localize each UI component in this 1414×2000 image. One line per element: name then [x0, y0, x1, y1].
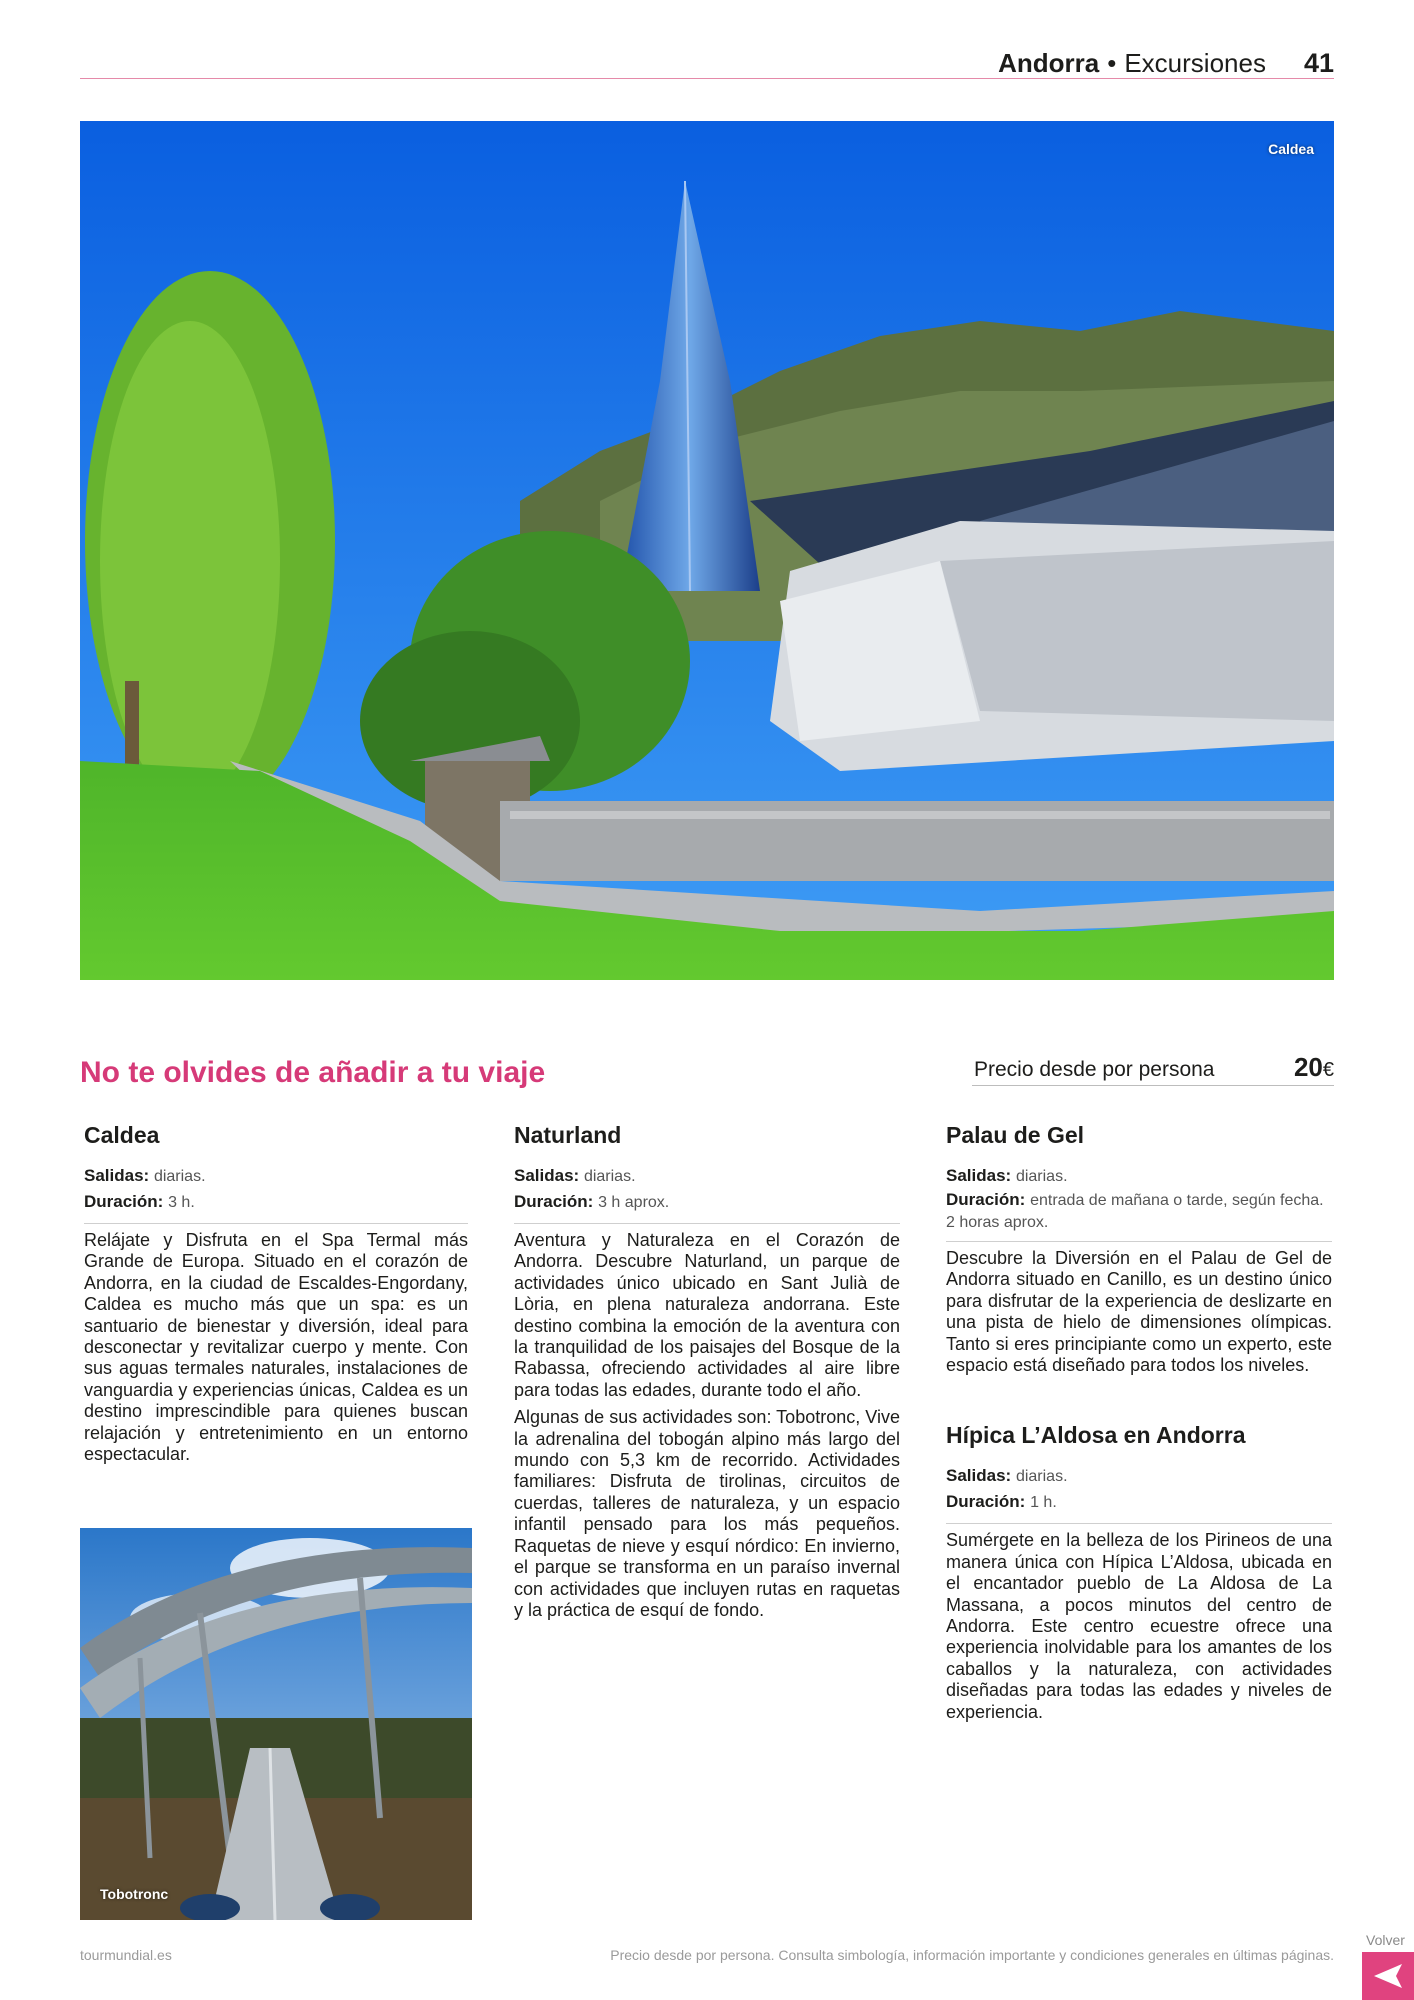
excursion-salidas: [946, 1463, 1332, 1489]
divider: [946, 1523, 1332, 1524]
header-section: Excursiones: [1124, 48, 1266, 78]
excursion-hipica: [946, 1422, 1332, 1723]
excursion-title: Caldea: [84, 1122, 160, 1148]
excursion-column-right: [946, 1122, 1332, 1723]
salidas-label: Salidas:: [946, 1466, 1012, 1486]
landscape-photo-icon: [80, 121, 1334, 980]
excursion-title: Hípica L’Aldosa en Andorra: [946, 1422, 1246, 1449]
divider: [514, 1223, 900, 1224]
excursion-title: Palau de Gel: [946, 1122, 1085, 1148]
excursion-caldea: [84, 1122, 468, 1465]
back-button[interactable]: [1362, 1952, 1414, 2000]
salidas-value: diarias.: [153, 1168, 206, 1185]
duracion-value: 3 h.: [168, 1194, 195, 1211]
duracion-label: Duración:: [514, 1192, 594, 1211]
hero-photo: [80, 121, 1334, 980]
header-divider: [80, 78, 1334, 79]
promo-title: No te olvides de añadir a tu viaje: [80, 1056, 546, 1089]
price-box: [972, 1052, 1334, 1086]
duracion-label: Duración:: [946, 1492, 1026, 1512]
excursion-duracion: [946, 1189, 1332, 1233]
salidas-value: diarias.: [583, 1168, 636, 1185]
page-header: [80, 44, 1334, 80]
excursion-salidas: [946, 1163, 1332, 1189]
excursion-description: Aventura y Naturaleza en el Corazón de Andorra. Descubre Naturland, un parque de actividades único ubicado en Sant Julià de Lòria, en plena naturaleza andorrana. Este destino combina la emoción de la aventura con la tranquilidad de los paisajes del Bosque de la Rabassa, ofreciendo actividades al aire libre para todas las edades, durante todo el año.: [514, 1230, 900, 1400]
excursion-duracion: [84, 1189, 468, 1215]
salidas-label: Salidas:: [84, 1166, 150, 1185]
salidas-value: diarias.: [1015, 1168, 1068, 1185]
duracion-value: 1 h.: [1030, 1494, 1057, 1512]
footer-disclaimer: Precio desde por persona. Consulta simbología, información importante y condiciones generales en últimas páginas.: [610, 1947, 1334, 1963]
excursion-salidas: [514, 1163, 900, 1189]
excursion-description: Descubre la Diversión en el Palau de Gel de Andorra situado en Canillo, es un destino único para disfrutar de la experiencia de deslizarte en una pista de hielo de dimensiones olímpicas. Tanto si eres principiante como un experto, este espacio está diseñado para todos los niveles.: [946, 1248, 1332, 1376]
excursion-description-activities: Algunas de sus actividades son: Tobotronc, Vive la adrenalina del tobogán alpino más largo del mundo con 5,3 km de recorrido. Actividades familiares: Disfruta de tirolinas, circuitos de cuerdas, talleres de naturaleza, y un espacio infantil pensado para los más pequeños. Raquetas de nieve y esquí nórdico: En invierno, el parque se transforma en un paraíso invernal con actividades que incluyen rutas en raquetas y la práctica de esquí de fondo.: [514, 1407, 900, 1620]
excursion-naturland: [514, 1122, 900, 1621]
price-label: Precio desde por persona: [974, 1058, 1215, 1081]
tobotronc-photo: [80, 1528, 472, 1920]
duracion-value: entrada de mañana o tarde, según fecha. 2 horas aprox.: [946, 1192, 1324, 1231]
excursion-title: Naturland: [514, 1122, 622, 1148]
footer-site: tourmundial.es: [80, 1947, 172, 1963]
header-bullet: •: [1107, 48, 1117, 78]
excursion-description: Sumérgete en la belleza de los Pirineos de una manera única con Hípica L’Aldosa, ubicada en el encantador pueblo de La Aldosa de La Massana, a pocos minutos del centro de Andorra. Este centro ecuestre ofrece una experiencia inolvidable para los amantes de los caballos y la naturaleza, con actividades diseñadas para todas las edades y niveles de experiencia.: [946, 1530, 1332, 1722]
page-number: 41: [1303, 48, 1334, 78]
price-value: [1294, 1052, 1334, 1083]
hero-caption: Caldea: [1268, 141, 1314, 157]
divider: [946, 1241, 1332, 1242]
excursion-palau-de-gel: [946, 1122, 1332, 1376]
excursion-duracion: [514, 1189, 900, 1215]
price-amount: 20: [1293, 1052, 1323, 1082]
duracion-label: Duración:: [84, 1192, 164, 1211]
excursion-duracion: [946, 1489, 1332, 1515]
excursion-salidas: [84, 1163, 468, 1189]
price-currency: €: [1322, 1059, 1334, 1081]
back-label[interactable]: Volver: [1366, 1932, 1405, 1948]
header-country: Andorra: [998, 48, 1100, 78]
divider: [84, 1223, 468, 1224]
salidas-value: diarias.: [1015, 1468, 1068, 1486]
salidas-label: Salidas:: [946, 1166, 1012, 1185]
photo-caption: Tobotronc: [100, 1886, 169, 1902]
header-breadcrumb: [998, 48, 1334, 79]
salidas-label: Salidas:: [514, 1166, 580, 1185]
roller-coaster-photo-icon: [80, 1528, 472, 1920]
duracion-value: 3 h aprox.: [598, 1194, 670, 1211]
excursion-description: Relájate y Disfruta en el Spa Termal más Grande de Europa. Situado en el corazón de Andorra, en la ciudad de Escaldes-Engordany, Caldea es mucho más que un spa: es un santuario de bienestar y diversión, ideal para desconectar y revitalizar cuerpo y mente. Con sus aguas termales naturales, instalaciones de vanguardia y experiencias únicas, Caldea es un destino imprescindible para quienes buscan relajación y entretenimiento en un entorno espectacular.: [84, 1230, 468, 1465]
arrow-left-icon: [1362, 1952, 1414, 2000]
duracion-label: Duración:: [946, 1190, 1026, 1209]
